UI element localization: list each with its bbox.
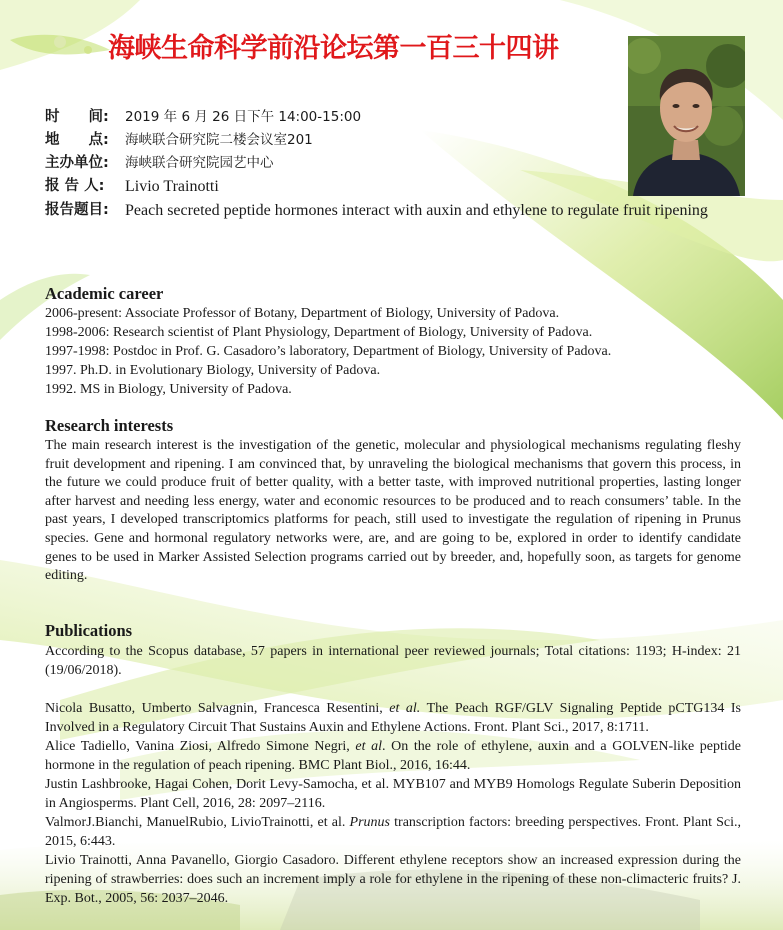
publication-text: Justin Lashbrooke, Hagai Cohen, Dorit Levy-Samocha, et al. MYB107 and MYB9 Homologs Regulate Suberin Deposition in Angiosperms. Plant Cell, 2016, 28: 2097–2116.	[45, 777, 741, 811]
time-label: 时 间:	[45, 109, 109, 125]
publications-heading: Publications	[45, 621, 133, 640]
info-row-speaker	[45, 175, 745, 199]
academic-career-list	[45, 304, 745, 399]
publications-summary: According to the Scopus database, 57 papers in international peer reviewed journals; Total citations: 1193; H-index: 21 (19/06/2018).	[45, 644, 741, 678]
career-item: 1998-2006: Research scientist of Plant Physiology, Department of Biology, University of Padova.	[45, 325, 593, 340]
publication-item	[45, 775, 741, 813]
academic-career-heading: Academic career	[45, 284, 164, 303]
time-value: 2019 年 6 月 26 日下午 14:00-15:00	[125, 109, 362, 125]
publication-item	[45, 851, 741, 908]
publication-text: Livio Trainotti, Anna Pavanello, Giorgio Casadoro. Different ethylene receptors show an increased expression during the ripening of strawberries: does such an increment imply a role for ethylene in the ripening of these non-climacteric fruits? J. Exp. Bot., 2005, 56: 2037–2046.	[45, 853, 741, 906]
event-info	[45, 106, 745, 223]
info-row-location	[45, 129, 745, 152]
info-row-time	[45, 106, 745, 129]
publication-italic: Prunus	[349, 815, 390, 830]
career-item: 1997. Ph.D. in Evolutionary Biology, University of Padova.	[45, 363, 381, 378]
topic-label: 报告题目:	[45, 202, 109, 218]
info-row-organizer	[45, 152, 745, 175]
career-item: 1997-1998: Postdoc in Prof. G. Casadoro’s laboratory, Department of Biology, University of Padova.	[45, 344, 612, 359]
publication-text: Alice Tadiello, Vanina Ziosi, Alfredo Simone Negri,	[45, 739, 356, 754]
info-row-topic	[45, 199, 745, 223]
publication-text: . On the role of ethylene, auxin and a GOLVEN-like peptide hormone in the regulation of peach ripening. BMC Plant Biol., 2016, 16:44.	[45, 739, 741, 773]
publication-text: transcription factors: breeding perspectives. Front. Plant Sci., 2015, 6:443.	[45, 815, 742, 849]
publication-text: The Peach RGF/GLV Signaling Peptide pCTG134 Is Involved in a Regulatory Circuit That Sustains Auxin and Ethylene Actions. Front. Plant Sci., 2017, 8:1711.	[45, 701, 741, 735]
organizer-value: 海峡联合研究院园艺中心	[125, 155, 274, 171]
publication-text: Nicola Busatto, Umberto Salvagnin, Francesca Resentini,	[45, 701, 390, 716]
publication-item	[45, 813, 741, 851]
career-item: 1992. MS in Biology, University of Padova.	[45, 382, 292, 397]
organizer-label: 主办单位:	[45, 155, 109, 171]
publication-text: ValmorJ.Bianchi, ManuelRubio, LivioTrainotti, et al.	[45, 815, 350, 830]
location-label: 地 点:	[45, 132, 109, 148]
career-item: 2006-present: Associate Professor of Botany, Department of Biology, University of Padova.	[45, 306, 560, 321]
research-interests-heading: Research interests	[45, 416, 174, 435]
location-value: 海峡联合研究院二楼会议室201	[125, 132, 313, 148]
speaker-name: Livio Trainotti	[125, 178, 219, 195]
publication-item	[45, 699, 741, 737]
topic-value: Peach secreted peptide hormones interact with auxin and ethylene to regulate fruit ripening	[125, 202, 708, 219]
research-interests-text: The main research interest is the investigation of the genetic, molecular and physiological mechanisms regulating fleshy fruit development and ripening. I am convinced that, by unraveling the biological mechanisms that govern this process, in the future we could produce fruit of better quality, with a better taste, with improved nutritional properties, lasting longer after harvest and needing less energy, water and economic resources to be produced and to reach consumers’ table. In the past years, I developed transcriptomics platforms for peach, still used to investigate the regulation of ripening in Prunus species. Gene and hormonal regulatory networks were, are, and are going to be, explored in order to identify candidate genes to be used in Marker Assisted Selection programs carried out by breeder, and, hopefully soon, as targets for genome editing.	[45, 438, 741, 584]
speaker-label: 报 告 人:	[45, 178, 105, 194]
poster-title: 海峡生命科学前沿论坛第一百三十四讲	[108, 33, 559, 64]
publications-list	[45, 642, 741, 908]
publication-italic: et al.	[389, 701, 421, 716]
publication-italic: et al	[355, 739, 383, 754]
publication-item	[45, 737, 741, 775]
